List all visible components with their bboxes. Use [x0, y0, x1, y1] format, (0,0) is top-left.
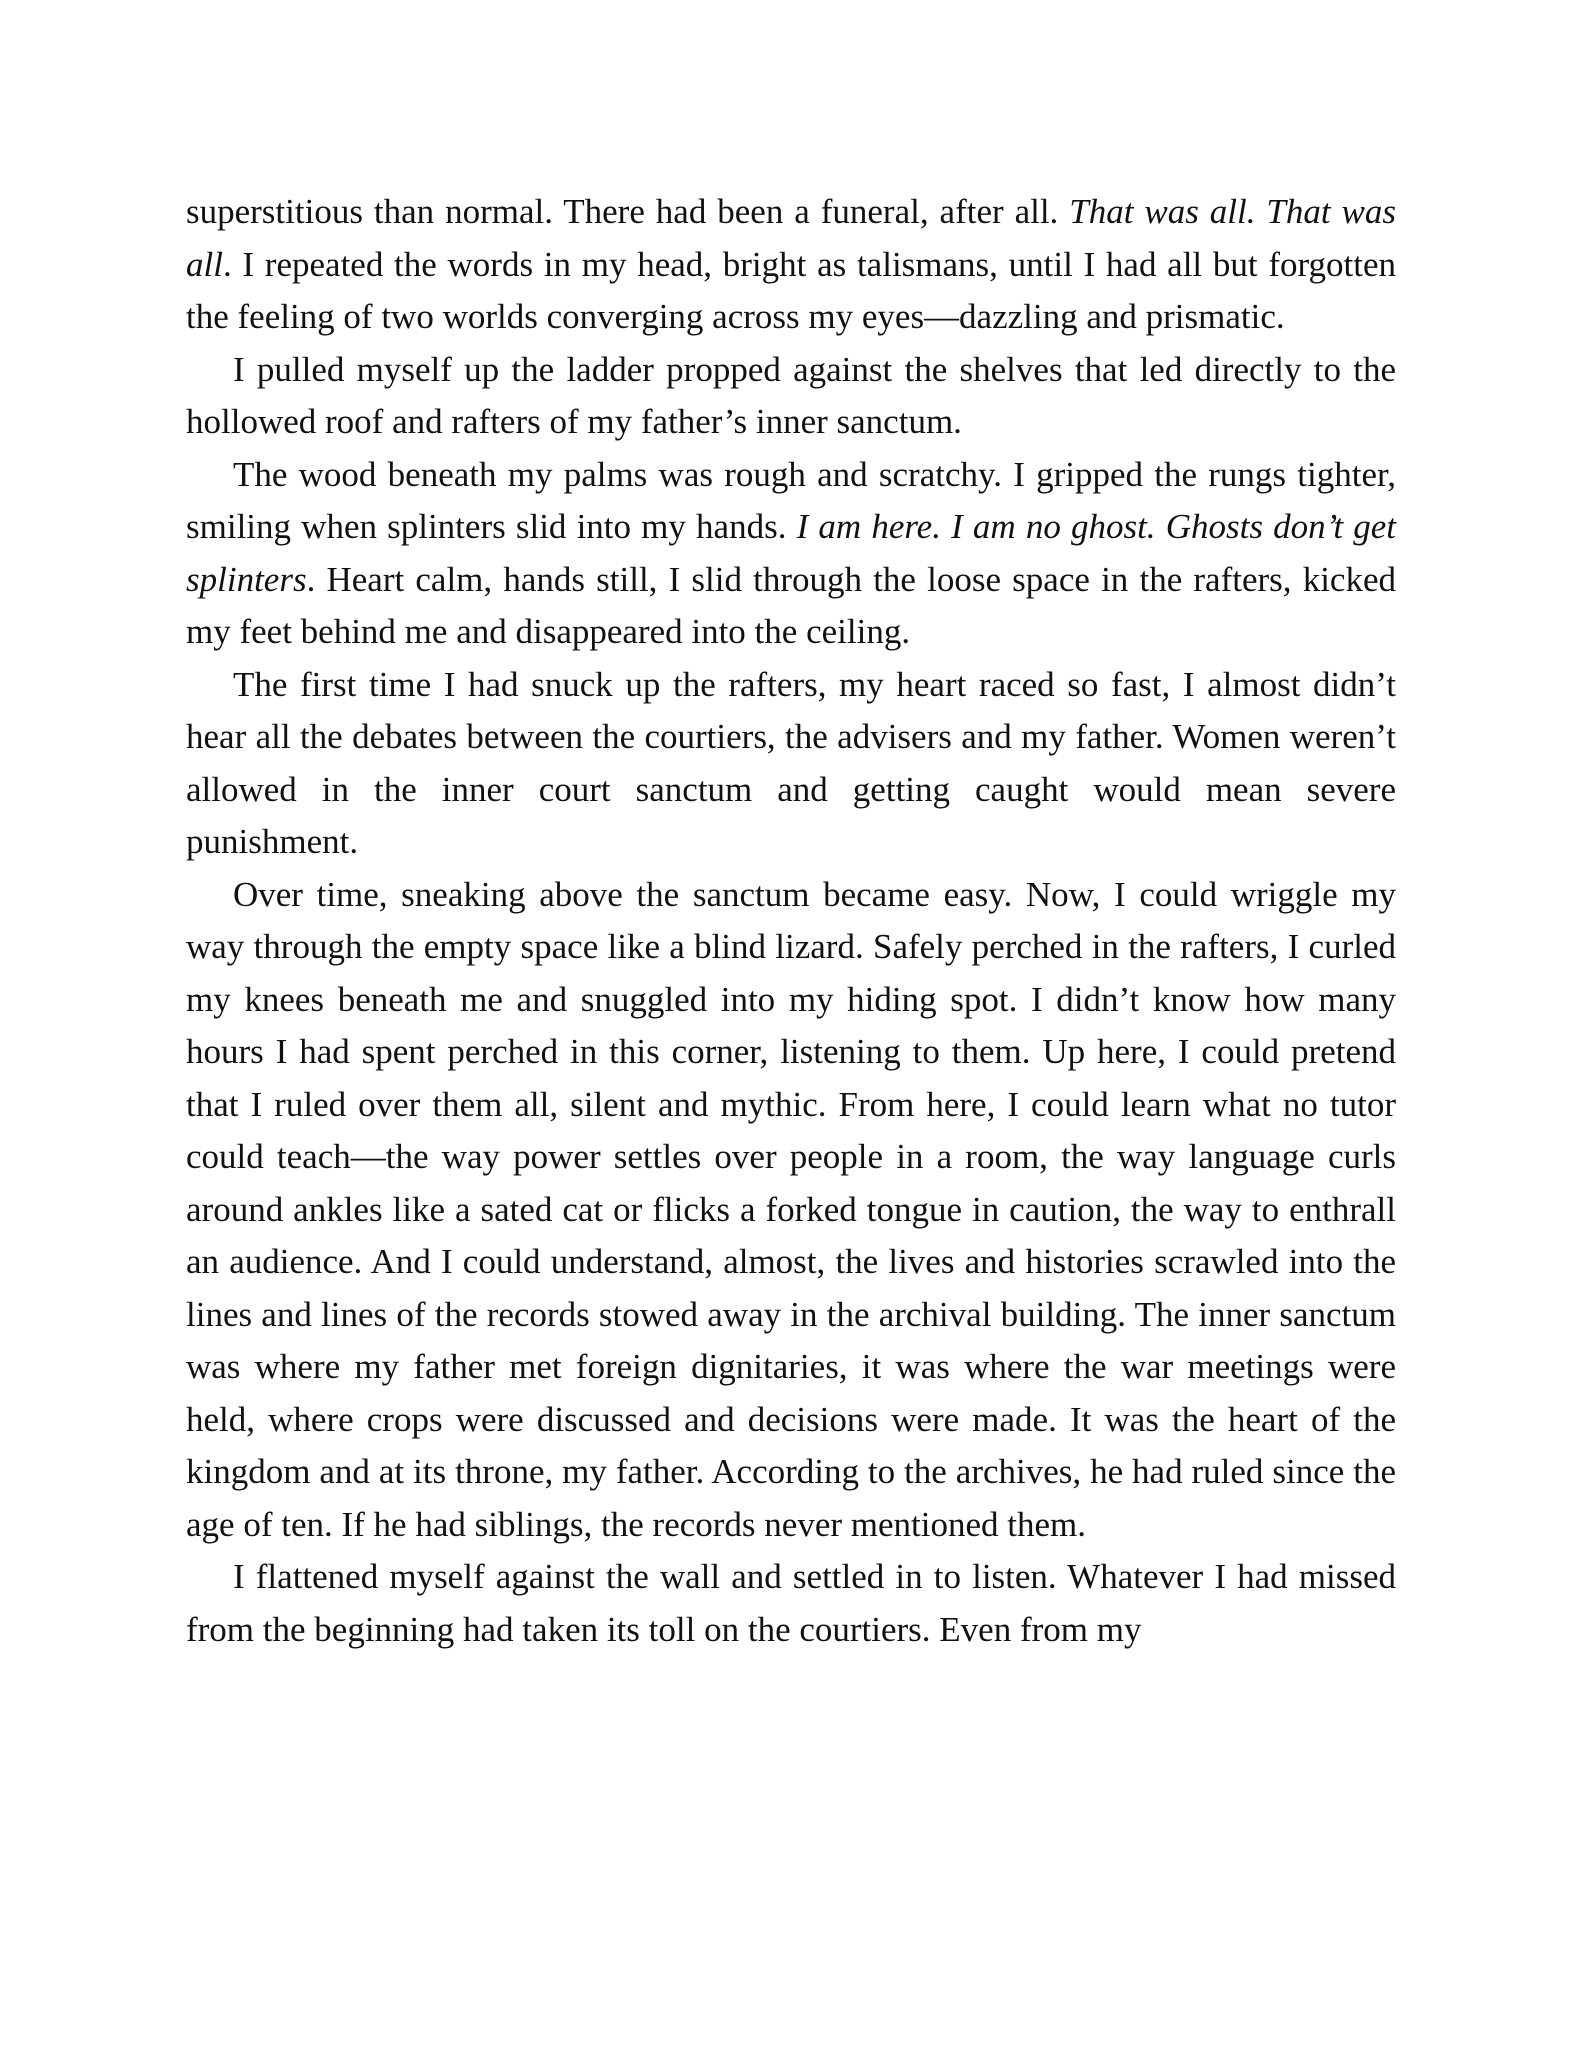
paragraph — [186, 1551, 1396, 1656]
italic-text: That was all. That was all — [186, 192, 1396, 284]
text-run: The first time I had snuck up the rafters, my heart raced so fast, I almost didn’t hear all the debates between the courtiers, the advisers and my father. Women weren’t allowed in the inner court sanctum and getting caught would mean severe punishment. — [186, 664, 1396, 861]
paragraph — [186, 186, 1396, 344]
text-run: superstitious than normal. There had been a funeral, after all. — [186, 192, 1070, 231]
paragraph — [186, 449, 1396, 659]
paragraph — [186, 344, 1396, 449]
text-run: . Heart calm, hands still, I slid through the loose space in the rafters, kicked my feet behind me and disappeared into the ceiling. — [186, 559, 1396, 651]
text-run: Over time, sneaking above the sanctum became easy. Now, I could wriggle my way through the empty space like a blind lizard. Safely perched in the rafters, I curled my knees beneath me and snuggled into my hiding spot. I didn’t know how many hours I had spent perched in this corner, listening to them. Up here, I could pretend that I ruled over them all, silent and mythic. From here, I could learn what no tutor could teach—the way power settles over people in a room, the way language curls around ankles like a sated cat or flicks a forked tongue in caution, the way to enthrall an audience. And I could understand, almost, the lives and histories scrawled into the lines and lines of the records stowed away in the archival building. The inner sanctum was where my father met foreign dignitaries, it was where the war meetings were held, where crops were discussed and decisions were made. It was the heart of the kingdom and at its throne, my father. According to the archives, he had ruled since the age of ten. If he had siblings, the records never mentioned them. — [186, 874, 1396, 1544]
body-text — [186, 186, 1396, 1656]
paragraph — [186, 869, 1396, 1552]
paragraph — [186, 659, 1396, 869]
text-run: The wood beneath my palms was rough and scratchy. I gripped the rungs tighter, smiling when splinters slid into my hands. — [186, 454, 1396, 546]
text-run: I flattened myself against the wall and settled in to listen. Whatever I had missed from the beginning had taken its toll on the courtiers. Even from my — [186, 1557, 1396, 1649]
italic-text: I am here. I am no ghost. Ghosts don’t get splinters — [186, 507, 1396, 599]
text-run: I pulled myself up the ladder propped against the shelves that led directly to the hollowed roof and rafters of my father’s inner sanctum. — [186, 349, 1396, 441]
text-run: . I repeated the words in my head, bright as talismans, until I had all but forgotten the feeling of two worlds converging across my eyes—dazzling and prismatic. — [186, 244, 1396, 336]
